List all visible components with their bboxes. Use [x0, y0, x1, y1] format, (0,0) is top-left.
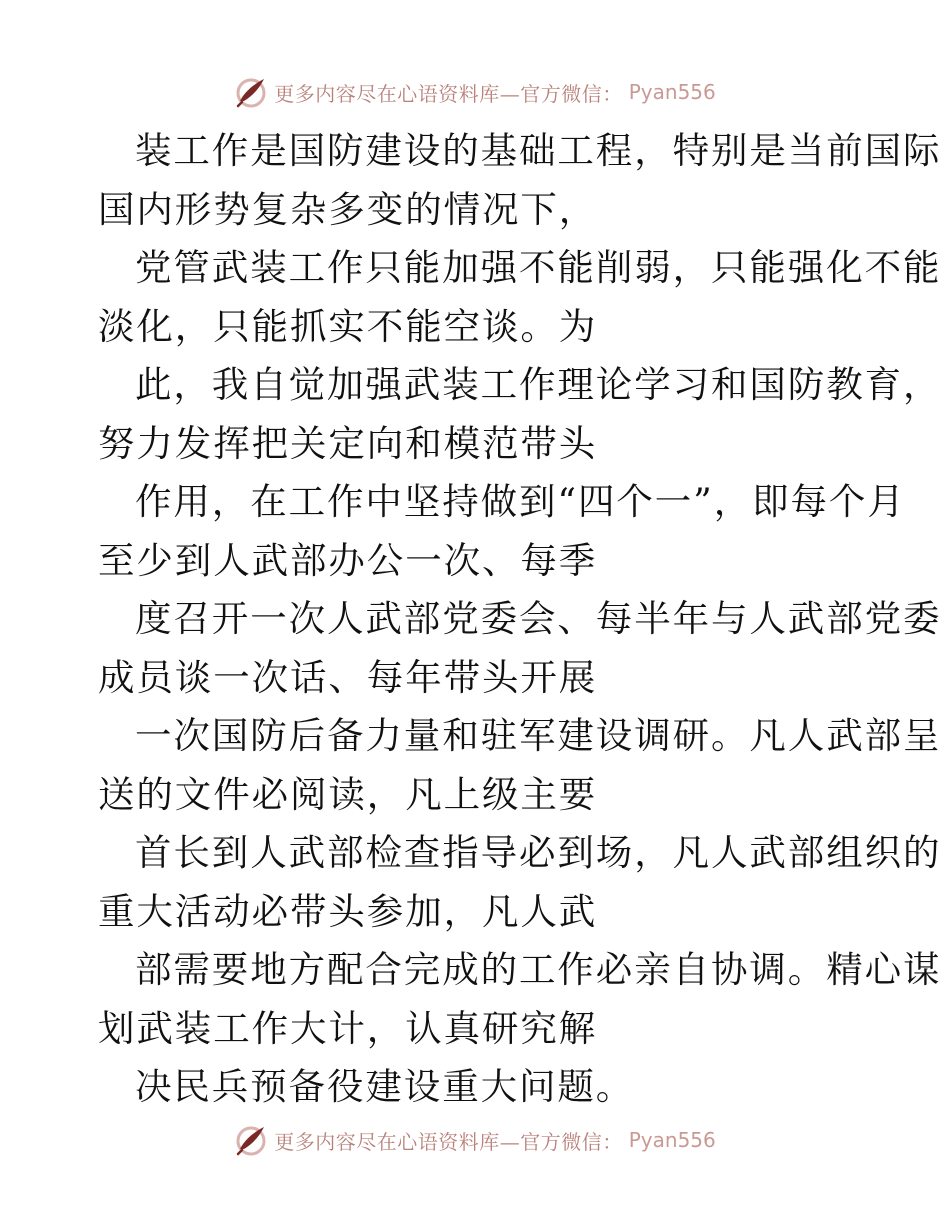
footer-banner-text: 更多内容尽在心语资料库—官方微信：: [274, 1129, 623, 1154]
paragraph-line: 党管武装工作只能加强不能削弱，只能强化不能: [135, 246, 942, 289]
paragraph: [98, 707, 942, 824]
paragraph: [98, 941, 942, 1058]
paragraph-line: 此，我自觉加强武装工作理论学习和国防教育，: [135, 363, 942, 406]
paragraph-line: 送的文件必阅读，凡上级主要: [98, 772, 598, 816]
paragraph-line: 作用，在工作中坚持做到“四个一”，即每个月: [135, 480, 906, 523]
paragraph-line: 重大活动必带头参加，凡人武: [98, 889, 598, 933]
paragraph-line: 部需要地方配合完成的工作必亲自协调。精心谋: [135, 948, 942, 991]
paragraph-line: 成员谈一次话、每年带头开展: [98, 655, 598, 699]
footer-banner: [0, 1120, 950, 1160]
paragraph-line: 至少到人武部办公一次、每季: [98, 538, 598, 582]
paragraph-line: 划武装工作大计，认真研究解: [98, 1006, 598, 1050]
header-banner: [0, 72, 950, 112]
paragraph-line: 度召开一次人武部党委会、每半年与人武部党委: [135, 597, 942, 640]
header-wechat-id: Pyan556: [628, 80, 716, 104]
feather-pen-logo-icon: [234, 1123, 268, 1157]
paragraph: [98, 356, 942, 473]
paragraph-line: 装工作是国防建设的基础工程，特别是当前国际: [135, 129, 942, 172]
paragraph: [98, 122, 942, 239]
paragraph-line: 努力发挥把关定向和模范带头: [98, 421, 598, 465]
paragraph-line: 一次国防后备力量和驻军建设调研。凡人武部呈: [135, 714, 942, 757]
paragraph: [98, 1058, 858, 1117]
paragraph: [98, 239, 942, 356]
paragraph: [98, 473, 906, 590]
paragraph: [98, 590, 942, 707]
paragraph: [98, 824, 942, 941]
feather-pen-logo-icon: [234, 75, 268, 109]
body-text: [98, 122, 942, 1117]
paragraph-line: 国内形势复杂多变的情况下，: [98, 187, 598, 231]
paragraph-line: 决民兵预备役建设重大问题。: [135, 1065, 635, 1108]
header-banner-text: 更多内容尽在心语资料库—官方微信：: [274, 81, 623, 106]
paragraph-line: 淡化，只能抓实不能空谈。为: [98, 304, 598, 348]
paragraph-line: 首长到人武部检查指导必到场，凡人武部组织的: [135, 831, 942, 874]
footer-wechat-id: Pyan556: [628, 1128, 716, 1152]
